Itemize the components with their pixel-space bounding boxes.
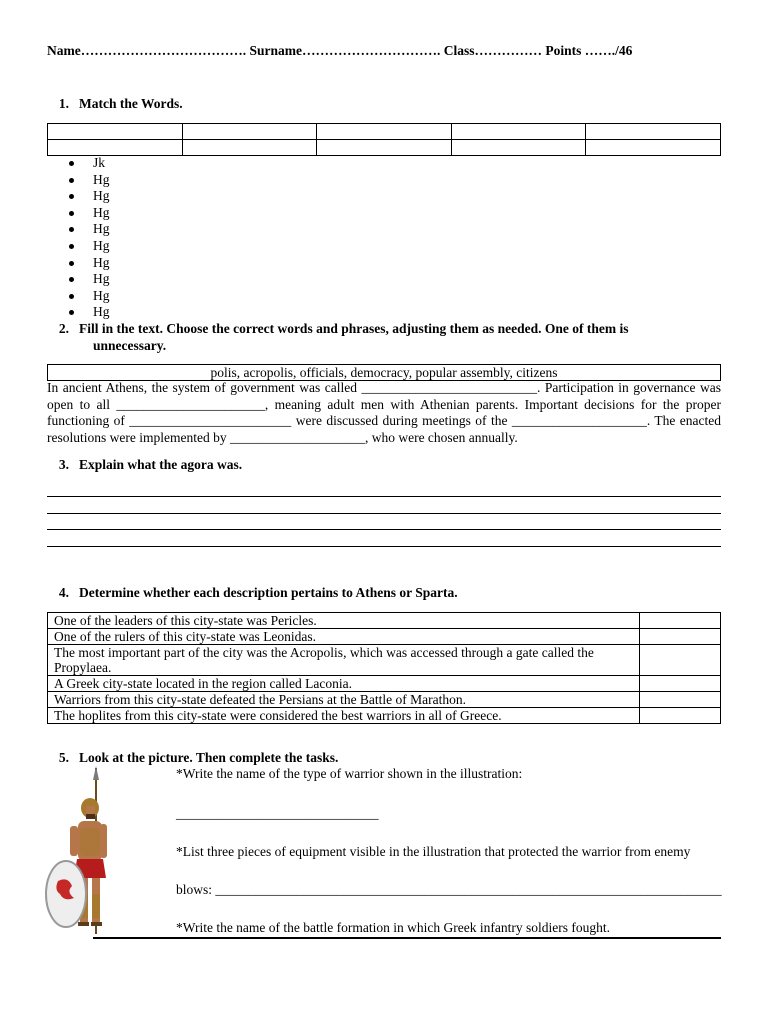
table-row: [48, 629, 721, 645]
description-cell: One of the rulers of this city-state was Leonidas.: [48, 629, 640, 645]
spearhead-icon: [93, 766, 99, 780]
bullet-icon: [69, 310, 74, 315]
q2-title-cont: unnecessary.: [93, 338, 167, 353]
cuirass-icon: [80, 828, 100, 856]
hoplite-illustration: [44, 766, 124, 936]
q5-task3: *Write the name of the battle formation in which Greek infantry soldiers fought.: [176, 920, 610, 935]
answer-cell[interactable]: [640, 613, 721, 629]
q1-word-list: [66, 155, 110, 321]
description-cell: The hoplites from this city-state were considered the best warriors in all of Greece.: [48, 708, 640, 724]
list-item: Jk: [66, 155, 110, 172]
q5-task1: *Write the name of the type of warrior shown in the illustration:: [176, 766, 523, 781]
list-item: Hg: [66, 221, 110, 238]
q1-number: 1.: [58, 96, 69, 111]
q2-fill-text[interactable]: In ancient Athens, the system of government was called __________________________. Participation in governance was open to all ______________________, meaning adult men with Athenian parents. Important decisions for the proper functioning of ________________________ were discussed during meetings of the ____________________. The enacted resolutions were implemented by ____________________, who were chosen annually.: [47, 380, 721, 445]
q1-match-table: [47, 123, 721, 156]
q5-heading: [45, 750, 338, 766]
description-cell: Warriors from this city-state defeated the Persians at the Battle of Marathon.: [48, 692, 640, 708]
table-row: [48, 124, 721, 140]
table-row: [48, 140, 721, 156]
answer-line[interactable]: [47, 546, 721, 547]
bottom-rule: [93, 937, 721, 939]
q4-heading: [45, 585, 458, 601]
bullet-icon: [69, 244, 74, 249]
match-cell[interactable]: [48, 140, 183, 156]
q3-heading: [45, 457, 242, 473]
table-row: [48, 692, 721, 708]
description-cell: One of the leaders of this city-state was Pericles.: [48, 613, 640, 629]
table-row: [48, 676, 721, 692]
match-cell[interactable]: [586, 124, 721, 140]
bullet-icon: [69, 194, 74, 199]
bullet-icon: [69, 277, 74, 282]
q3-number: 3.: [58, 457, 69, 472]
q5-task2: *List three pieces of equipment visible in the illustration that protected the warrior from enemy: [176, 844, 691, 859]
q2-number: 2.: [58, 321, 69, 336]
q2-title: Fill in the text. Choose the correct words and phrases, adjusting them as needed. One of them is: [79, 321, 629, 336]
q4-number: 4.: [58, 585, 69, 600]
match-cell[interactable]: [48, 124, 183, 140]
match-cell[interactable]: [182, 140, 317, 156]
list-item: Hg: [66, 188, 110, 205]
match-cell[interactable]: [586, 140, 721, 156]
bullet-icon: [69, 294, 74, 299]
q2-word-bank: polis, acropolis, officials, democracy, popular assembly, citizens: [47, 364, 721, 381]
match-cell[interactable]: [451, 124, 586, 140]
q2-heading: [45, 321, 628, 337]
bullet-icon: [69, 227, 74, 232]
list-item: Hg: [66, 288, 110, 305]
q4-title: Determine whether each description pertains to Athens or Sparta.: [79, 585, 458, 600]
answer-cell[interactable]: [640, 645, 721, 676]
answer-line[interactable]: [47, 513, 721, 514]
bullet-icon: [69, 261, 74, 266]
answer-cell[interactable]: [640, 676, 721, 692]
answer-line[interactable]: [47, 529, 721, 530]
table-row: [48, 645, 721, 676]
list-item: Hg: [66, 205, 110, 222]
q3-title: Explain what the agora was.: [79, 457, 243, 472]
list-item: Hg: [66, 172, 110, 189]
match-cell[interactable]: [317, 124, 452, 140]
match-cell[interactable]: [182, 124, 317, 140]
answer-line[interactable]: [47, 496, 721, 497]
answer-cell[interactable]: [640, 708, 721, 724]
description-cell: A Greek city-state located in the region called Laconia.: [48, 676, 640, 692]
bullet-icon: [69, 211, 74, 216]
bullet-icon: [69, 178, 74, 183]
table-row: [48, 708, 721, 724]
header-fields: Name………………………………. Surname…………………………. Class…………… Points ……./46: [47, 43, 633, 58]
q4-table: [47, 612, 721, 724]
q5-title: Look at the picture. Then complete the tasks.: [79, 750, 339, 765]
description-cell: The most important part of the city was the Acropolis, which was accessed through a gate called the Propylaea.: [48, 645, 640, 676]
match-cell[interactable]: [317, 140, 452, 156]
q5-task2-blank[interactable]: blows: ___________________________________________________________________________: [176, 882, 722, 897]
q5-blank1[interactable]: ______________________________: [176, 806, 379, 821]
bullet-icon: [69, 161, 74, 166]
answer-cell[interactable]: [640, 692, 721, 708]
list-item: Hg: [66, 238, 110, 255]
list-item: Hg: [66, 271, 110, 288]
q5-number: 5.: [58, 750, 69, 765]
answer-cell[interactable]: [640, 629, 721, 645]
table-row: [48, 613, 721, 629]
match-cell[interactable]: [451, 140, 586, 156]
q1-heading: [45, 96, 183, 112]
list-item: Hg: [66, 304, 110, 321]
q1-title: Match the Words.: [79, 96, 183, 111]
list-item: Hg: [66, 255, 110, 272]
